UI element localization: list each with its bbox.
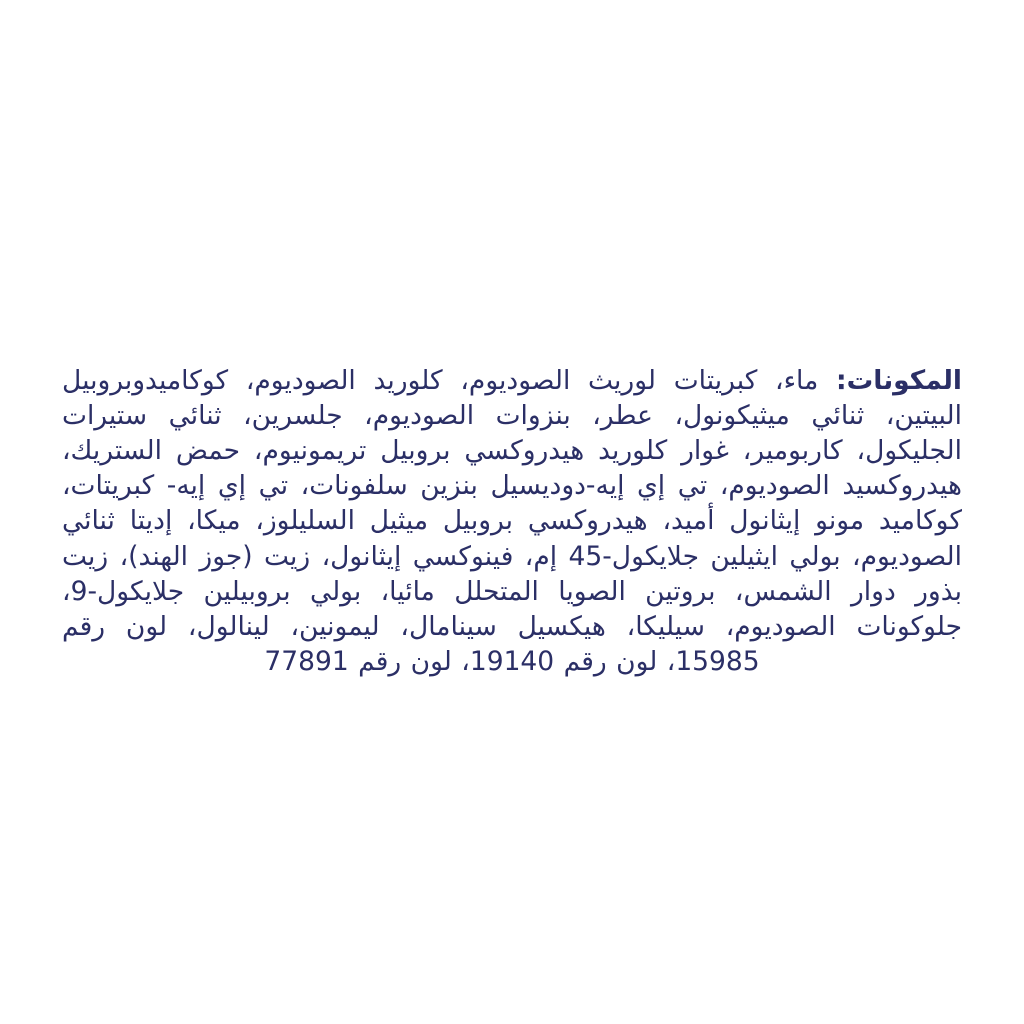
ingredients-paragraph (62, 363, 962, 680)
ingredients-heading: المكونات: (836, 364, 962, 396)
ingredients-list-text: ماء، كبريتات لوريث الصوديوم، كلوريد الصوديوم، كوكاميدوبروبيل البيتين، ثنائي ميثيكونول، عطر، بنزوات الصوديوم، جلسرين، ثنائي ستيرات الجليكول، كاربومير، غوار كلوريد هيدروكسي بروبيل تريمونيوم، حمض الستريك، هيدروكسيد الصوديوم، تي إي إيه-دوديسيل بنزين سلفونات، تي إي إيه- كبريتات، كوكاميد مونو إيثانول أميد، هيدروكسي بروبيل ميثيل السليلوز، ميكا، إديتا ثنائي الصوديوم، بولي ايثيلين جلايكول-45 إم، فينوكسي إيثانول، زيت (جوز الهند)، زيت بذور دوار الشمس، بروتين الصويا المتحلل مائيا، بولي بروبيلين جلايكول-9، جلوكونات الصوديوم، سيليكا، هيكسيل سينامال، ليمونين، لينالول، لون رقم 15985، لون رقم 19140، لون رقم 77891 (62, 364, 962, 678)
